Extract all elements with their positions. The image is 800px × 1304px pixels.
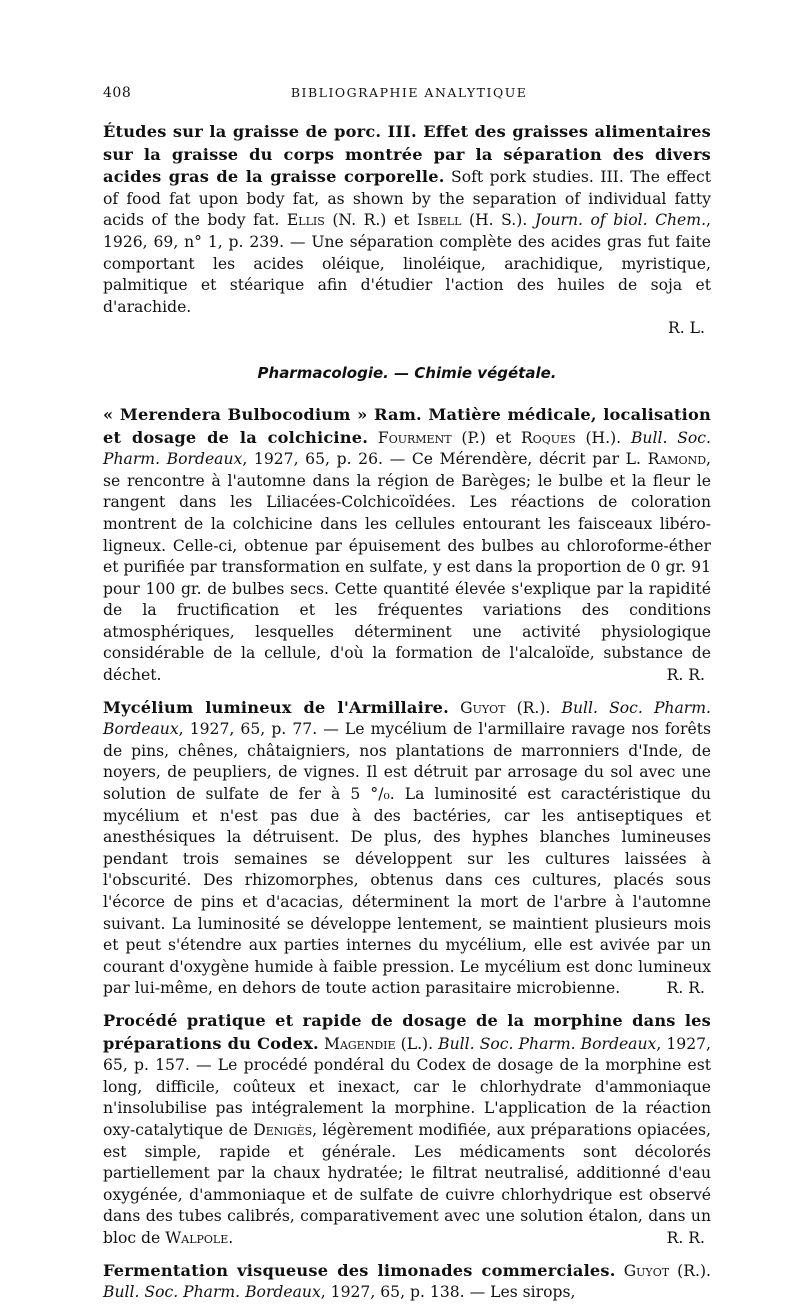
journal-name: Bull. Soc. Pharm. Bordeaux: [438, 1034, 657, 1053]
entry-signature: R. L.: [668, 319, 705, 338]
author-name: Isbell: [416, 211, 462, 230]
author-name: Walpole: [165, 1228, 229, 1247]
page: [103, 85, 711, 1304]
abstract-entry: [103, 404, 711, 687]
entry-signature: R. R.: [666, 1228, 705, 1247]
entry-text: (N. R.) et: [324, 211, 417, 230]
entry-text: , 1927, 65, p. 77. — Le mycélium de l'armillaire ravage nos forêts de pins, chênes, châtaigniers, nos plantations de marronniers d'Inde, de noyers, de peupliers, de vignes. Il est détruit par arrosage du sol avec une solution de sulfate de fer à 5 °/₀. La luminosité est caractéristique du mycélium et n'est pas due à des bactéries, car les antiseptiques et anesthésiques la détruisent. De plus, des hyphes blanches lumineuses pendant trois semaines se développent sur les cultures laissées à l'obscurité. Des rhizomorphes, obtenus dans ces cultures, placés sous l'écorce de pins et d'acacias, déterminent la mort de l'arbre à l'automne suivant. La luminosité se développe lentement, se maintient plusieurs mois et peut s'étendre aux parties internes du mycélium, elle est avivée par un courant d'oxygène humide à faible pression. Le mycélium est donc lumineux par lui-même, en dehors de toute action parasitaire microbienne.: [103, 720, 711, 998]
entry-title: Mycélium lumineux de l'Armillaire.: [103, 697, 450, 717]
journal-name: Journ. of biol. Chem.: [534, 211, 707, 230]
abstract-entry: [103, 697, 711, 1000]
section-heading: Pharmacologie. — Chimie végétale.: [257, 363, 557, 382]
entry-text: , 1927, 65, p. 26. — Ce Mérendère, décrit par L.: [242, 450, 648, 469]
entry-title: Études sur la graisse de porc. III. Effet des graisses alimentaires sur la graisse du corps montrée par la séparation des divers acides gras de la graisse corporelle.: [103, 122, 711, 187]
entry-text: (P.) et: [451, 428, 521, 447]
running-title: BIBLIOGRAPHIE ANALYTIQUE: [290, 85, 528, 100]
entry-text: , légèrement modifiée, aux préparations opiacées, est simple, rapide et générale. Les médicaments sont décolorés partiellement par la chaux hydratée; le filtrat neutralisé, additionné d'eau oxygénée, d'ammoniaque et de sulfate de cuivre chlorhydrique est observé dans des tubes calibrés, comparativement avec une solution étalon, dans un bloc de: [103, 1120, 711, 1247]
entry-text: (L.).: [395, 1034, 439, 1053]
entry-text: (R.).: [669, 1261, 711, 1280]
entry-text: (H.).: [575, 428, 631, 447]
entry-title: Fermentation visqueuse des limonades commerciales.: [103, 1260, 616, 1280]
journal-name: Bull. Soc. Pharm. Bordeaux: [103, 1283, 321, 1302]
entry-signature: R. R.: [666, 979, 705, 998]
author-name: Guyot: [623, 1261, 670, 1280]
author-name: Fourment: [377, 428, 452, 447]
author-name: Denigès: [253, 1120, 313, 1139]
entry-text: (R.).: [505, 698, 562, 717]
page-number: 408: [103, 85, 132, 101]
author-name: Magendie: [323, 1034, 396, 1053]
abstract-entry: [103, 121, 711, 318]
author-name: Roques: [521, 428, 576, 447]
journal-name: Bull. Soc. Pharm. Bordeaux: [103, 698, 711, 739]
author-name: Guyot: [460, 698, 506, 717]
author-name: Ramond: [647, 450, 707, 469]
entry-text: Soft pork studies. III. The effect of food fat upon body fat, as shown by the separation of individual fatty acids of the body fat.: [103, 168, 711, 230]
entry-text: , 1926, 69, n° 1, p. 239. — Une séparation complète des acides gras fut faite comportant les acides oléique, linoléique, arachidique, myristique, palmitique et stéarique afin d'étudier l'action des huiles de soja et d'arachide.: [103, 211, 711, 316]
author-name: Ellis: [286, 211, 325, 230]
entry-title: Procédé pratique et rapide de dosage de la morphine dans les préparations du Codex.: [103, 1010, 711, 1053]
entry-text: (H. S.).: [461, 211, 535, 230]
entry-text: , se rencontre à l'automne dans la région de Barèges; le bulbe et la fleur le rangent dans les Liliacées-Colchicoïdées. Les réactions de coloration montrent de la colchicine dans les cellules entourant les faisceaux libéro-ligneux. Celle-ci, obtenue par épuisement des bulbes au chloroforme-éther et purifiée par transformation en sulfate, y est dans la proportion de 0 gr. 91 pour 100 gr. de bulbes secs. Cette quantité élevée s'explique par la rapidité de la fructification et les fréquentes variations des conditions atmosphériques, lesquelles déterminent une activité physiologique considérable de la cellule, d'où la formation de l'alcaloïde, substance de déchet.: [103, 450, 711, 685]
abstract-entry: [103, 1260, 711, 1304]
entry-text: .: [228, 1228, 234, 1247]
running-head: [103, 85, 711, 101]
entry-title: « Merendera Bulbocodium » Ram. Matière médicale, localisation et dosage de la colchicine.: [103, 404, 711, 447]
entry-signature: R. R.: [666, 666, 705, 685]
entry-text: , 1927, 65, p. 138. — Les sirops,: [320, 1283, 576, 1302]
abstract-entry: [103, 1010, 711, 1250]
journal-name: Bull. Soc. Pharm. Bordeaux: [103, 428, 711, 469]
entry-text: , 1927, 65, p. 157. — Le procédé pondéral du Codex de dosage de la morphine est long, difficile, coûteux et inexact, car le chlorhydrate d'ammoniaque n'insolubilise pas intégralement la morphine. L'application de la réaction oxy-catalytique de: [103, 1034, 711, 1139]
